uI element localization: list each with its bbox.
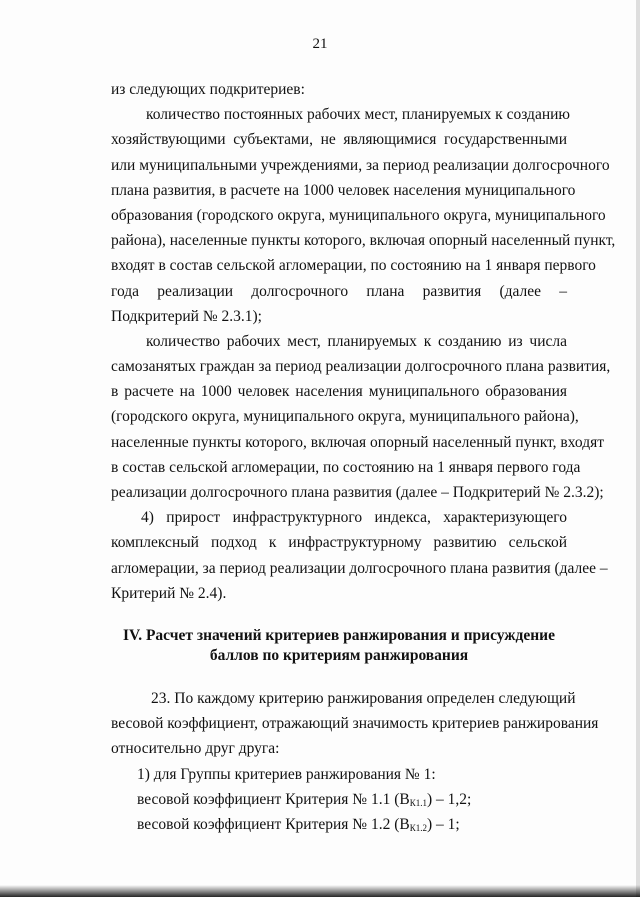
text-line: населенные пункты которого, включая опорный населенный пункт, входят: [111, 433, 604, 451]
text-line: года реализации долгосрочного плана развития (далее –: [111, 282, 567, 300]
section-heading-line: IV. Расчет значений критериев ранжирования и присуждение: [122, 626, 555, 644]
text-line: образования (городского округа, муниципального округа, муниципального: [111, 206, 606, 224]
text-line: 4) прирост инфраструктурного индекса, характеризующего: [141, 509, 567, 527]
section-heading: [111, 626, 567, 666]
text-line: реализации долгосрочного плана развития (далее – Подкритерий № 2.3.2);: [111, 484, 604, 501]
weight-line: весовой коэффициент Критерия № 1.2 $(В_{К1.2}) - 1$;: [137, 815, 460, 833]
text-line: количество рабочих мест, планируемых к созданию из числа: [146, 332, 567, 350]
text-line: весовой коэффициент, отражающий значимость критериев ранжирования: [111, 715, 599, 733]
scan-border: [636, 0, 640, 897]
page-number: 21: [312, 36, 328, 52]
text-line: из следующих подкритериев:: [111, 81, 305, 98]
text-line: Подкритерий № 2.3.1);: [111, 307, 262, 325]
text-line: Критерий № 2.4).: [111, 584, 227, 602]
text-line: самозанятых граждан за период реализации долгосрочного плана развития,: [111, 358, 611, 376]
text-line: в расчете на 1000 человек населения муниципального образования: [111, 383, 567, 401]
weight-line: весовой коэффициент Критерия № 1.1 $(В_{К1.1}) - 1,2$;: [137, 790, 472, 808]
text-line: района), населенные пункты которого, включая опорный населенный пункт,: [111, 232, 616, 250]
text-line: 1) для Группы критериев ранжирования № 1:: [137, 765, 436, 783]
text-line: агломерации, за период реализации долгосрочного плана развития (далее –: [111, 559, 608, 577]
text-line: количество постоянных рабочих мест, планируемых к созданию: [146, 106, 570, 124]
text-line: плана развития, в расчете на 1000 человек населения муниципального: [111, 181, 576, 199]
text-line: 23. По каждому критерию ранжирования определен следующий: [151, 689, 576, 707]
text-line: комплексный подход к инфраструктурному развитию сельской: [111, 534, 567, 552]
page-content: [111, 77, 616, 837]
text-line: хозяйствующими субъектами, не являющимися государственными: [111, 131, 567, 149]
text-line: входят в состав сельской агломерации, по состоянию на 1 января первого: [111, 257, 596, 275]
text-line: или муниципальными учреждениями, за период реализации долгосрочного: [111, 156, 610, 174]
section-heading-line: баллов по критериям ранжирования: [209, 646, 469, 664]
scan-border: [0, 885, 640, 897]
text-line: в состав сельской агломерации, по состоянию на 1 января первого года: [111, 458, 581, 476]
text-line: относительно друг друга:: [111, 740, 280, 758]
text-line: (городского округа, муниципального округа, муниципального района),: [111, 408, 579, 426]
